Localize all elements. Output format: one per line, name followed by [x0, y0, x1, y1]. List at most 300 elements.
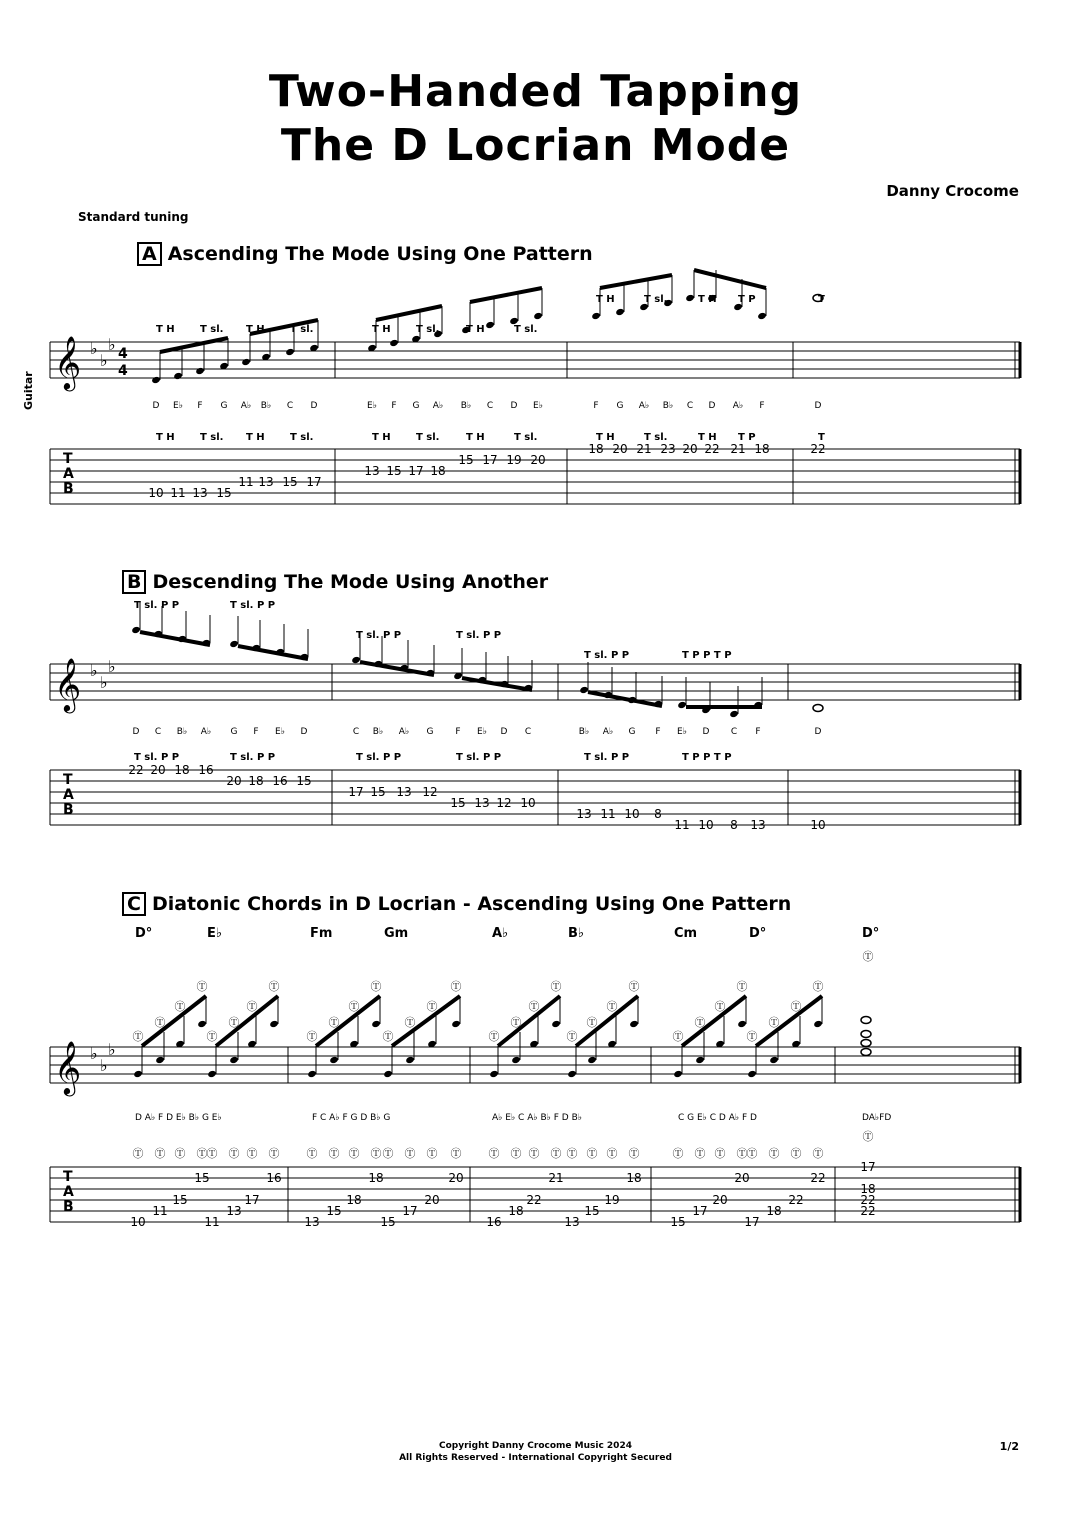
staff-a-note-name: G	[412, 401, 420, 411]
tab-c-tab-clef: T	[63, 1169, 73, 1185]
staff-a-technique: T H	[246, 324, 265, 335]
instrument-label: Guitar	[22, 371, 35, 410]
chord-symbol: Gm	[384, 926, 409, 941]
staff-c-technique: Ⓣ	[404, 1016, 416, 1029]
staff-a-note-name: E♭	[533, 401, 543, 411]
staff-c-notehead	[307, 1070, 317, 1078]
tab-b-tab-clef: B	[63, 802, 74, 818]
staff-c-technique: Ⓣ	[862, 950, 874, 963]
tab-a-fret: 21	[730, 442, 746, 456]
tab-a-technique: T H	[156, 432, 175, 443]
staff-a-note-name: G	[616, 401, 624, 411]
staff-c-technique: Ⓣ	[586, 1016, 598, 1029]
staff-a-note-name: F	[593, 401, 599, 411]
tab-c-technique: Ⓣ	[404, 1147, 416, 1160]
staff-b-note-name: C	[730, 727, 738, 737]
tab-b-fret: 18	[174, 763, 190, 777]
tab-a-fret: 11	[238, 475, 254, 489]
staff-b-note-name: F	[455, 727, 461, 737]
staff-a-technique: T sl.	[416, 324, 440, 335]
staff-c-note-name: D A♭ F D E♭ B♭ G E♭	[135, 1113, 222, 1123]
tab-c-technique: Ⓣ	[694, 1147, 706, 1160]
tab-c-technique: Ⓣ	[566, 1147, 578, 1160]
staff-b-note-name: G	[426, 727, 434, 737]
tab-b-fret: 20	[150, 763, 166, 777]
tab-c-tab-clef: A	[63, 1184, 74, 1200]
tab-c-fret: 13	[564, 1215, 580, 1229]
copyright-line-2: All Rights Reserved - International Copyright Secured	[399, 1453, 672, 1463]
tab-b-fret: 11	[674, 818, 690, 832]
staff-b-key-flat: ♭	[108, 657, 116, 676]
staff-b-note-name: A♭	[602, 727, 614, 737]
staff-a-note-name: D	[510, 401, 518, 411]
tab-a-fret: 13	[364, 464, 380, 478]
staff-c-notehead	[587, 1056, 597, 1064]
staff-b-note-name: B♭	[176, 727, 188, 737]
staff-a-beam	[600, 275, 672, 288]
staff-b-note-name: D	[702, 727, 710, 737]
tab-b-fret: 10	[520, 796, 536, 810]
staff-b-note-name: D	[500, 727, 508, 737]
staff-c-technique: Ⓣ	[736, 980, 748, 993]
tab-b-fret: 8	[730, 818, 738, 832]
staff-c-notehead	[207, 1070, 217, 1078]
chord-symbol: Cm	[674, 926, 698, 941]
tab-b-technique: T sl. P P	[356, 752, 402, 763]
tab-c-technique: Ⓣ	[528, 1147, 540, 1160]
staff-c-key-flat: ♭	[108, 1040, 116, 1059]
staff-c-notehead	[383, 1070, 393, 1078]
staff-a-technique: T sl.	[514, 324, 538, 335]
staff-a-technique: T H	[156, 324, 175, 335]
tab-c-technique: Ⓣ	[154, 1147, 166, 1160]
tab-a-technique: T sl.	[200, 432, 224, 443]
staff-c-technique: Ⓣ	[206, 1030, 218, 1043]
staff-c-key-flat: ♭	[100, 1056, 108, 1075]
tab-c-fret: 18	[346, 1193, 362, 1207]
staff-b-technique: T sl. P P	[134, 600, 180, 611]
staff-b-note-name: B♭	[372, 727, 384, 737]
tab-c-fret: 22	[788, 1193, 804, 1207]
page-number: 1/2	[999, 1440, 1019, 1453]
tab-a-fret: 20	[612, 442, 628, 456]
tab-a-technique: T sl.	[416, 432, 440, 443]
tab-a-fret: 15	[458, 453, 474, 467]
staff-a-notehead	[533, 312, 543, 320]
tab-c-technique: Ⓣ	[370, 1147, 382, 1160]
staff-b-note-name: C	[154, 727, 162, 737]
tab-c-technique: Ⓣ	[306, 1147, 318, 1160]
tab-a-technique: T H	[372, 432, 391, 443]
tab-c-fret: 17	[860, 1160, 876, 1174]
tab-a-fret: 19	[506, 453, 522, 467]
tab-c-fret: 20	[424, 1193, 440, 1207]
staff-b-treble-clef: 𝄞	[54, 657, 82, 711]
chord-symbol: A♭	[492, 926, 509, 941]
tab-c-fret: 22	[860, 1193, 876, 1207]
staff-b-notehead	[351, 656, 361, 664]
title-line-2: The D Locrian Mode	[280, 120, 791, 171]
tuning: Standard tuning	[78, 210, 189, 224]
tab-c-fret: 19	[604, 1193, 620, 1207]
tab-c-fret: 18	[508, 1204, 524, 1218]
section-c-letter: C	[122, 892, 146, 916]
tab-c-fret: 15	[194, 1171, 210, 1185]
tab-c-fret: 15	[326, 1204, 342, 1218]
staff-c-technique: Ⓣ	[426, 1000, 438, 1013]
staff-a-technique: T H	[698, 294, 717, 305]
staff-a-technique: T sl.	[644, 294, 668, 305]
tab-c-fret: 22	[860, 1204, 876, 1218]
tab-c-technique: Ⓣ	[672, 1147, 684, 1160]
staff-a-note-name: C	[286, 401, 294, 411]
staff-c-note-name: C G E♭ C D A♭ F D	[678, 1113, 757, 1123]
tab-a-technique: T	[818, 432, 825, 443]
staff-c-whole-note	[861, 1049, 871, 1056]
tab-b-fret: 11	[600, 807, 616, 821]
chord-symbol: D°	[749, 926, 767, 941]
tab-c-fret: 10	[130, 1215, 146, 1229]
tab-a-fret: 10	[148, 486, 164, 500]
staff-c-technique: Ⓣ	[528, 1000, 540, 1013]
tab-c-technique: Ⓣ	[862, 1130, 874, 1143]
staff-a-notehead	[195, 367, 205, 375]
tab-c-fret: 13	[304, 1215, 320, 1229]
staff-a-notehead	[389, 339, 399, 347]
staff-a-beam	[694, 270, 766, 288]
tab-b-fret: 15	[370, 785, 386, 799]
tab-b-technique: T sl. P P	[230, 752, 276, 763]
tab-a-technique: T H	[466, 432, 485, 443]
section-c-title: Diatonic Chords in D Locrian - Ascending Using One Pattern	[151, 893, 792, 915]
tab-b-fret: 22	[128, 763, 144, 777]
tab-c-technique: Ⓣ	[328, 1147, 340, 1160]
tab-c-technique: Ⓣ	[488, 1147, 500, 1160]
staff-a-beam	[376, 306, 442, 320]
tab-c-technique: Ⓣ	[768, 1147, 780, 1160]
staff-c-technique: Ⓣ	[174, 1000, 186, 1013]
tab-c-technique: Ⓣ	[268, 1147, 280, 1160]
staff-b-note-name: C	[352, 727, 360, 737]
tab-c-technique: Ⓣ	[206, 1147, 218, 1160]
tab-c-fret: 17	[244, 1193, 260, 1207]
staff-b-note-name: B♭	[578, 727, 590, 737]
staff-c-notehead	[551, 1020, 561, 1028]
staff-a-key-flat: ♭	[108, 335, 116, 354]
chord-symbol: E♭	[207, 926, 223, 941]
staff-c-technique: Ⓣ	[768, 1016, 780, 1029]
tab-c-technique: Ⓣ	[736, 1147, 748, 1160]
staff-c-technique: Ⓣ	[550, 980, 562, 993]
staff-c-technique: Ⓣ	[228, 1016, 240, 1029]
staff-a-note-name: A♭	[432, 401, 444, 411]
tab-b-fret: 13	[576, 807, 592, 821]
tab-c-technique: Ⓣ	[196, 1147, 208, 1160]
tab-c-fret: 16	[266, 1171, 282, 1185]
tab-c-technique: Ⓣ	[228, 1147, 240, 1160]
tab-c-fret: 16	[486, 1215, 502, 1229]
section-a-letter: A	[137, 242, 162, 266]
tab-a-fret: 11	[170, 486, 186, 500]
staff-a-key-flat: ♭	[90, 339, 98, 358]
tab-a-fret: 17	[408, 464, 424, 478]
tab-c-fret: 18	[368, 1171, 384, 1185]
staff-c-note-name: DA♭FD	[862, 1113, 892, 1123]
staff-a-notehead	[173, 372, 183, 380]
tab-a-technique: T H	[246, 432, 265, 443]
staff-c-technique: Ⓣ	[694, 1016, 706, 1029]
staff-b-notehead	[229, 640, 239, 648]
tab-c-fret: 22	[526, 1193, 542, 1207]
staff-c-technique: Ⓣ	[714, 1000, 726, 1013]
staff-b-notehead	[677, 701, 687, 709]
staff-a-notehead	[685, 294, 695, 302]
tab-b-technique: T sl. P P	[584, 752, 630, 763]
staff-c-notehead	[747, 1070, 757, 1078]
staff-c-notehead	[629, 1020, 639, 1028]
staff-c-notehead	[269, 1020, 279, 1028]
staff-a-note-name: C	[686, 401, 694, 411]
staff-c-technique: Ⓣ	[382, 1030, 394, 1043]
tab-b-fret: 16	[198, 763, 214, 777]
tab-c-technique: Ⓣ	[714, 1147, 726, 1160]
tab-c-technique: Ⓣ	[132, 1147, 144, 1160]
tab-a-fret: 18	[430, 464, 446, 478]
chord-symbol: B♭	[568, 926, 585, 941]
staff-c-technique: Ⓣ	[510, 1016, 522, 1029]
tab-a-fret: 22	[810, 442, 826, 456]
staff-c-technique: Ⓣ	[306, 1030, 318, 1043]
staff-c-technique: Ⓣ	[746, 1030, 758, 1043]
staff-c-notehead	[329, 1056, 339, 1064]
staff-c-technique: Ⓣ	[196, 980, 208, 993]
section-b-title: Descending The Mode Using Another	[152, 571, 549, 593]
tab-c-fret: 22	[810, 1171, 826, 1185]
tab-a-fret: 18	[754, 442, 770, 456]
staff-a-notehead	[757, 312, 767, 320]
tab-c-technique: Ⓣ	[174, 1147, 186, 1160]
tab-a-fret: 20	[682, 442, 698, 456]
staff-b-note-name: E♭	[677, 727, 687, 737]
section-b-letter: B	[122, 570, 146, 594]
staff-b-note-name: G	[628, 727, 636, 737]
staff-c-technique: Ⓣ	[488, 1030, 500, 1043]
tab-a-technique: T sl.	[514, 432, 538, 443]
staff-a-note-name: E♭	[173, 401, 183, 411]
tab-c-technique: Ⓣ	[450, 1147, 462, 1160]
staff-c-technique: Ⓣ	[566, 1030, 578, 1043]
tab-c-fret: 18	[766, 1204, 782, 1218]
staff-c-technique: Ⓣ	[154, 1016, 166, 1029]
staff-b-notehead	[729, 710, 739, 718]
staff-c-whole-note	[861, 1040, 871, 1047]
staff-c-notehead	[371, 1020, 381, 1028]
staff-b-notehead	[131, 626, 141, 634]
staff-a-key-flat: ♭	[100, 351, 108, 370]
tab-b-fret: 16	[272, 774, 288, 788]
tab-c-fret: 15	[380, 1215, 396, 1229]
staff-a-technique: T H	[372, 324, 391, 335]
chord-symbol: Fm	[310, 926, 333, 941]
staff-c-note-name: F C A♭ F G D B♭ G	[312, 1113, 391, 1123]
tab-a-fret: 21	[636, 442, 652, 456]
tab-c-fret: 20	[734, 1171, 750, 1185]
staff-c-notehead	[813, 1020, 823, 1028]
tab-b-fret: 12	[496, 796, 512, 810]
chord-symbol: D°	[135, 926, 153, 941]
staff-a-note-name: E♭	[367, 401, 377, 411]
staff-b-note-name: F	[755, 727, 761, 737]
staff-a-note-name: F	[759, 401, 765, 411]
tab-a-fret: 15	[282, 475, 298, 489]
staff-c-technique: Ⓣ	[450, 980, 462, 993]
tab-a-tab-clef: T	[63, 451, 73, 467]
staff-c-note-name: A♭ E♭ C A♭ B♭ F D B♭	[492, 1113, 582, 1123]
tab-c-technique: Ⓣ	[550, 1147, 562, 1160]
staff-a-note-name: B♭	[460, 401, 472, 411]
staff-b-technique: T sl. P P	[230, 600, 276, 611]
staff-a-treble-clef: 𝄞	[54, 335, 82, 389]
tab-b-fret: 12	[422, 785, 438, 799]
tab-c-technique: Ⓣ	[510, 1147, 522, 1160]
staff-c-beam	[756, 996, 822, 1046]
staff-b-technique: T sl. P P	[356, 630, 402, 641]
tab-b-fret: 18	[248, 774, 264, 788]
tab-c-fret: 17	[692, 1204, 708, 1218]
staff-b-beam	[140, 632, 210, 645]
tab-c-fret: 17	[402, 1204, 418, 1218]
staff-c-technique: Ⓣ	[132, 1030, 144, 1043]
staff-a-notehead	[591, 312, 601, 320]
staff-c-notehead	[673, 1070, 683, 1078]
tab-c-technique: Ⓣ	[426, 1147, 438, 1160]
staff-a-technique: T	[818, 294, 825, 305]
tab-b-fret: 13	[396, 785, 412, 799]
tab-c-fret: 13	[226, 1204, 242, 1218]
staff-c-notehead	[229, 1056, 239, 1064]
title-line-1: Two-Handed Tapping	[268, 66, 803, 117]
staff-c-notehead	[489, 1070, 499, 1078]
staff-a-note-name: D	[708, 401, 716, 411]
tab-a-fret: 13	[192, 486, 208, 500]
staff-c-notehead	[197, 1020, 207, 1028]
tab-a-fret: 18	[588, 442, 604, 456]
staff-a-note-name: B♭	[260, 401, 272, 411]
tab-a-fret: 17	[306, 475, 322, 489]
tab-a-fret: 20	[530, 453, 546, 467]
staff-b-note-name: A♭	[398, 727, 410, 737]
staff-a-notehead	[285, 348, 295, 356]
staff-b-key-flat: ♭	[100, 673, 108, 692]
tab-c-fret: 18	[626, 1171, 642, 1185]
staff-a-note-name: C	[486, 401, 494, 411]
staff-c-technique: Ⓣ	[348, 1000, 360, 1013]
tab-b-fret: 17	[348, 785, 364, 799]
staff-a-technique: T sl.	[290, 324, 314, 335]
tab-b-tab-clef: A	[63, 787, 74, 803]
staff-a-note-name: A♭	[732, 401, 744, 411]
staff-a-note-name: F	[391, 401, 397, 411]
staff-c-technique: Ⓣ	[790, 1000, 802, 1013]
staff-c-technique: Ⓣ	[246, 1000, 258, 1013]
tab-c-fret: 21	[548, 1171, 564, 1185]
tab-c-technique: Ⓣ	[790, 1147, 802, 1160]
tab-b-technique: T sl. P P	[456, 752, 502, 763]
staff-c-notehead	[155, 1056, 165, 1064]
staff-a-note-name: B♭	[662, 401, 674, 411]
tab-b-fret: 10	[810, 818, 826, 832]
tab-a-tab-clef: B	[63, 481, 74, 497]
tab-a-technique: T P	[738, 432, 756, 443]
tab-a-fret: 23	[660, 442, 676, 456]
tab-a-fret: 15	[386, 464, 402, 478]
time-sig-top: 4	[118, 346, 128, 362]
tab-b-fret: 15	[450, 796, 466, 810]
staff-c-technique: Ⓣ	[370, 980, 382, 993]
staff-b-note-name: D	[300, 727, 308, 737]
staff-c-notehead	[769, 1056, 779, 1064]
tab-c-fret: 15	[670, 1215, 686, 1229]
tab-c-fret: 11	[152, 1204, 168, 1218]
staff-a-note-name: D	[310, 401, 318, 411]
staff-a-note-name: A♭	[240, 401, 252, 411]
staff-c-notehead	[737, 1020, 747, 1028]
tab-b-fret: 10	[698, 818, 714, 832]
staff-a-note-name: F	[197, 401, 203, 411]
tab-b-fret: 13	[474, 796, 490, 810]
staff-c-treble-clef: 𝄞	[54, 1040, 82, 1094]
staff-b-note-name: A♭	[200, 727, 212, 737]
staff-c-whole-note	[861, 1017, 871, 1024]
staff-a-beam	[160, 338, 228, 352]
staff-a-note-name: D	[814, 401, 822, 411]
staff-b-whole-note	[813, 705, 823, 712]
tab-a-fret: 13	[258, 475, 274, 489]
tab-c-technique: Ⓣ	[586, 1147, 598, 1160]
staff-a-technique: T H	[466, 324, 485, 335]
staff-b-note-name: D	[814, 727, 822, 737]
staff-b-note-name: F	[253, 727, 259, 737]
staff-a-beam	[470, 288, 542, 302]
staff-c-technique: Ⓣ	[628, 980, 640, 993]
staff-b-beam	[462, 678, 532, 690]
staff-b-technique: T sl. P P	[456, 630, 502, 641]
tab-c-technique: Ⓣ	[606, 1147, 618, 1160]
staff-c-key-flat: ♭	[90, 1044, 98, 1063]
tab-b-technique: T P P T P	[682, 752, 732, 763]
staff-a-note-name: G	[220, 401, 228, 411]
copyright-line-1: Copyright Danny Crocome Music 2024	[439, 1441, 632, 1451]
tab-c-technique: Ⓣ	[812, 1147, 824, 1160]
staff-c-notehead	[567, 1070, 577, 1078]
tab-b-fret: 13	[750, 818, 766, 832]
staff-b-beam	[588, 692, 662, 706]
tab-a-technique: T H	[596, 432, 615, 443]
tab-c-fret: 15	[584, 1204, 600, 1218]
tab-a-technique: T sl.	[644, 432, 668, 443]
tab-b-fret: 15	[296, 774, 312, 788]
staff-b-note-name: E♭	[477, 727, 487, 737]
staff-a-note-name: A♭	[638, 401, 650, 411]
staff-b-beam	[238, 646, 308, 659]
staff-b-note-name: G	[230, 727, 238, 737]
staff-a-notehead	[615, 308, 625, 316]
staff-c-technique: Ⓣ	[268, 980, 280, 993]
composer: Danny Crocome	[886, 182, 1019, 200]
staff-b-note-name: D	[132, 727, 140, 737]
tab-b-fret: 10	[624, 807, 640, 821]
tab-c-fret: 17	[744, 1215, 760, 1229]
